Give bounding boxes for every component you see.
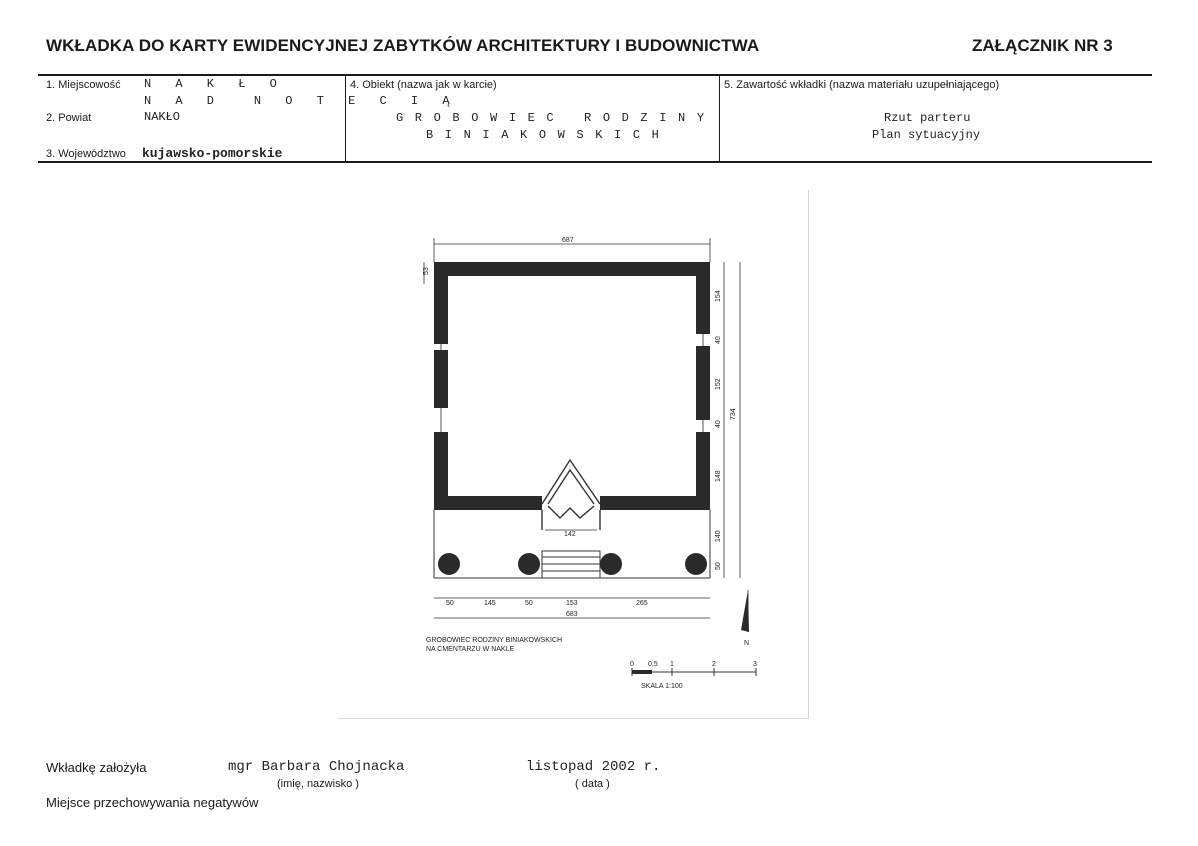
date-hint: ( data ) (575, 778, 610, 790)
county-value: NAKŁO (144, 110, 181, 124)
county-label: 2. Powiat (46, 112, 92, 124)
scale-tick-3: 2 (712, 661, 716, 668)
object-label: 4. Obiekt (nazwa jak w karcie) (350, 79, 497, 91)
dim-right-5: 148 (715, 470, 722, 482)
contents-value-line1: Rzut parteru (884, 111, 971, 125)
dim-right-6: 140 (715, 530, 722, 542)
scale-tick-2: 1 (670, 661, 674, 668)
dim-bottom-5: 265 (636, 600, 648, 607)
created-by-hint: (imię, nazwisko ) (277, 778, 359, 790)
locality-value-line1: N A K Ł O (144, 77, 286, 91)
locality-value-line2: N A D N O T E C I Ą (144, 94, 459, 108)
scale-tick-0: 0 (630, 661, 634, 668)
locality-label: 1. Miejscowość (46, 79, 121, 91)
scale-tick-1: 0,5 (648, 661, 658, 668)
dim-right-3: 152 (715, 378, 722, 390)
voivodeship-value: kujawsko-pomorskie (142, 146, 283, 161)
contents-label: 5. Zawartość wkładki (nazwa materiału uzupełniającego) (724, 79, 1000, 91)
date-value: listopad 2002 r. (526, 759, 661, 775)
dim-bottom-3: 50 (525, 600, 533, 607)
drawing-caption-line2: NA CMENTARZU W NAKLE (426, 646, 515, 653)
dim-top: 687 (562, 237, 574, 244)
created-by-value: mgr Barbara Chojnacka (228, 759, 405, 775)
created-by-label: Wkładkę założyła (46, 760, 147, 775)
north-arrow-label: N (744, 640, 750, 647)
annex-number: ZAŁĄCZNIK NR 3 (972, 36, 1113, 55)
dim-bottom-2: 145 (484, 600, 496, 607)
entrance-apse (542, 460, 600, 530)
drawing-caption-line1: GROBOWIEC RODZINY BINIAKOWSKICH (426, 637, 562, 644)
object-value-line1: G R O B O W I E C R O D Z I N Y (396, 111, 707, 125)
dim-bottom-4: 153 (566, 600, 578, 607)
contents-value-line2: Plan sytuacyjny (872, 128, 981, 142)
dim-right-7: 50 (715, 562, 722, 570)
scale-label: SKALA 1:100 (641, 683, 683, 690)
dim-right-total: 734 (730, 408, 737, 420)
dim-door: 142 (564, 531, 576, 538)
dim-right-1: 154 (715, 290, 722, 302)
object-value-line2: B I N I A K O W S K I C H (426, 128, 662, 142)
dim-right-4: 40 (715, 420, 722, 428)
negatives-location-label: Miejsce przechowywania negatywów (46, 795, 259, 810)
dim-left-small: 53 (423, 267, 430, 275)
dim-right-2: 40 (715, 336, 722, 344)
scale-tick-4: 3 (753, 661, 757, 668)
voivodeship-label: 3. Województwo (46, 148, 126, 160)
dim-bottom-total: 683 (566, 611, 578, 618)
dim-bottom-1: 50 (446, 600, 454, 607)
document-title: WKŁADKA DO KARTY EWIDENCYJNEJ ZABYTKÓW ARCHITEKTURY I BUDOWNICTWA (46, 36, 760, 55)
